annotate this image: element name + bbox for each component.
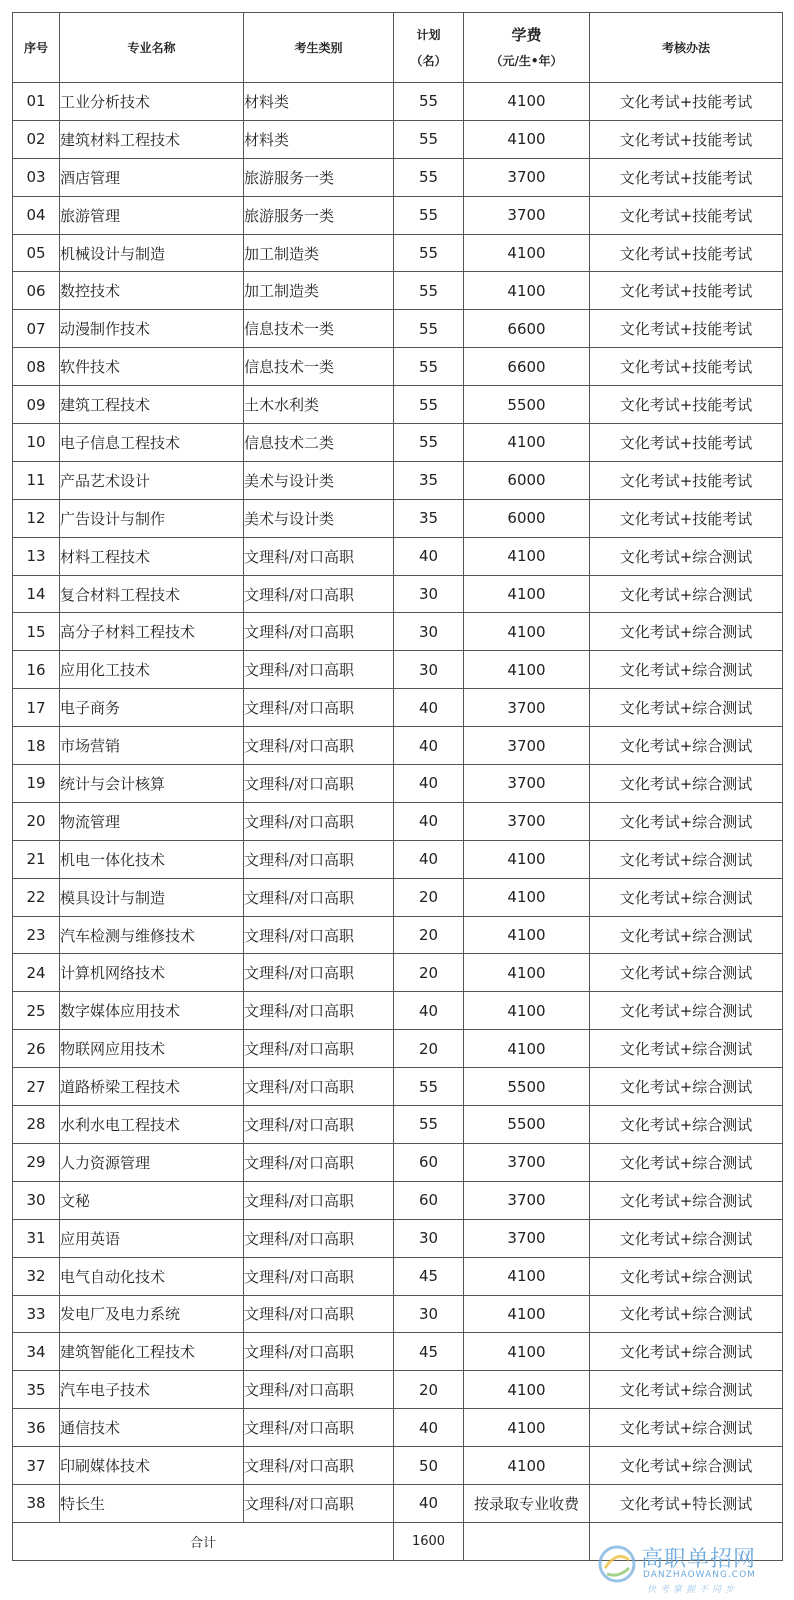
cell-fee: 4100	[464, 234, 590, 272]
table-row	[13, 1333, 783, 1371]
cell-fee: 4100	[464, 575, 590, 613]
cell-major: 复合材料工程技术	[60, 575, 244, 613]
cell-plan: 55	[394, 1106, 464, 1144]
watermark-domain: DANZHAOWANG.COM	[643, 1570, 756, 1580]
cell-category: 文理科/对口高职	[244, 1295, 394, 1333]
cell-major: 软件技术	[60, 348, 244, 386]
cell-method: 文化考试+综合测试	[590, 992, 783, 1030]
cell-major: 建筑智能化工程技术	[60, 1333, 244, 1371]
cell-category: 美术与设计类	[244, 461, 394, 499]
cell-plan: 20	[394, 878, 464, 916]
cell-plan: 30	[394, 613, 464, 651]
cell-seq: 09	[13, 386, 60, 424]
cell-plan: 30	[394, 1295, 464, 1333]
cell-category: 加工制造类	[244, 272, 394, 310]
cell-category: 文理科/对口高职	[244, 727, 394, 765]
cell-method: 文化考试+综合测试	[590, 1143, 783, 1181]
cell-seq: 19	[13, 765, 60, 803]
cell-seq: 23	[13, 916, 60, 954]
cell-method: 文化考试+综合测试	[590, 916, 783, 954]
cell-method: 文化考试+技能考试	[590, 196, 783, 234]
table-row	[13, 1143, 783, 1181]
cell-fee: 3700	[464, 727, 590, 765]
cell-category: 文理科/对口高职	[244, 1143, 394, 1181]
table-row	[13, 689, 783, 727]
table-row	[13, 727, 783, 765]
cell-fee: 4100	[464, 120, 590, 158]
cell-plan: 40	[394, 689, 464, 727]
cell-fee: 4100	[464, 83, 590, 121]
cell-category: 文理科/对口高职	[244, 1371, 394, 1409]
cell-fee: 3700	[464, 158, 590, 196]
cell-method: 文化考试+综合测试	[590, 1333, 783, 1371]
cell-plan: 20	[394, 1371, 464, 1409]
table-row	[13, 1106, 783, 1144]
cell-fee: 4100	[464, 272, 590, 310]
cell-fee: 4100	[464, 878, 590, 916]
header-major: 专业名称	[60, 13, 244, 83]
cell-seq: 26	[13, 1030, 60, 1068]
cell-category: 文理科/对口高职	[244, 916, 394, 954]
cell-plan: 30	[394, 1219, 464, 1257]
cell-category: 文理科/对口高职	[244, 613, 394, 651]
cell-seq: 36	[13, 1409, 60, 1447]
table-row	[13, 120, 783, 158]
cell-plan: 60	[394, 1181, 464, 1219]
cell-category: 文理科/对口高职	[244, 537, 394, 575]
cell-method: 文化考试+综合测试	[590, 613, 783, 651]
cell-method: 文化考试+综合测试	[590, 1068, 783, 1106]
table-row	[13, 802, 783, 840]
cell-category: 文理科/对口高职	[244, 765, 394, 803]
header-method: 考核办法	[590, 13, 783, 83]
cell-fee: 3700	[464, 689, 590, 727]
table-row	[13, 613, 783, 651]
cell-major: 人力资源管理	[60, 1143, 244, 1181]
cell-plan: 55	[394, 386, 464, 424]
cell-fee: 4100	[464, 1371, 590, 1409]
cell-major: 动漫制作技术	[60, 310, 244, 348]
cell-major: 电子商务	[60, 689, 244, 727]
cell-fee: 4100	[464, 1409, 590, 1447]
cell-seq: 24	[13, 954, 60, 992]
cell-plan: 45	[394, 1333, 464, 1371]
table-row	[13, 1068, 783, 1106]
table-row	[13, 916, 783, 954]
cell-fee: 6600	[464, 310, 590, 348]
cell-seq: 35	[13, 1371, 60, 1409]
cell-seq: 15	[13, 613, 60, 651]
total-empty-fee	[464, 1522, 590, 1560]
header-plan-line1: 计划	[416, 27, 441, 42]
cell-method: 文化考试+综合测试	[590, 1106, 783, 1144]
cell-fee: 4100	[464, 1333, 590, 1371]
table-row	[13, 1181, 783, 1219]
cell-fee: 按录取专业收费	[464, 1484, 590, 1522]
table-row	[13, 1030, 783, 1068]
cell-seq: 30	[13, 1181, 60, 1219]
cell-major: 汽车电子技术	[60, 1371, 244, 1409]
cell-seq: 12	[13, 499, 60, 537]
cell-seq: 31	[13, 1219, 60, 1257]
cell-seq: 20	[13, 802, 60, 840]
cell-plan: 55	[394, 234, 464, 272]
cell-method: 文化考试+技能考试	[590, 499, 783, 537]
cell-method: 文化考试+技能考试	[590, 386, 783, 424]
cell-method: 文化考试+综合测试	[590, 765, 783, 803]
site-watermark	[597, 1540, 787, 1596]
cell-seq: 01	[13, 83, 60, 121]
cell-method: 文化考试+综合测试	[590, 689, 783, 727]
cell-plan: 40	[394, 992, 464, 1030]
table-row	[13, 1295, 783, 1333]
cell-fee: 4100	[464, 1257, 590, 1295]
cell-seq: 21	[13, 840, 60, 878]
cell-fee: 5500	[464, 386, 590, 424]
cell-category: 文理科/对口高职	[244, 1068, 394, 1106]
cell-method: 文化考试+综合测试	[590, 840, 783, 878]
table-row	[13, 196, 783, 234]
cell-major: 市场营销	[60, 727, 244, 765]
cell-seq: 06	[13, 272, 60, 310]
cell-plan: 55	[394, 83, 464, 121]
cell-plan: 40	[394, 840, 464, 878]
cell-category: 文理科/对口高职	[244, 878, 394, 916]
header-fee-line1: 学费	[511, 25, 542, 44]
cell-plan: 40	[394, 1409, 464, 1447]
cell-category: 信息技术一类	[244, 348, 394, 386]
cell-plan: 60	[394, 1143, 464, 1181]
cell-seq: 22	[13, 878, 60, 916]
table-row	[13, 499, 783, 537]
cell-category: 文理科/对口高职	[244, 689, 394, 727]
cell-method: 文化考试+技能考试	[590, 310, 783, 348]
cell-major: 印刷媒体技术	[60, 1447, 244, 1485]
table-row	[13, 537, 783, 575]
cell-seq: 37	[13, 1447, 60, 1485]
cell-major: 发电厂及电力系统	[60, 1295, 244, 1333]
cell-seq: 13	[13, 537, 60, 575]
cell-seq: 16	[13, 651, 60, 689]
cell-major: 物联网应用技术	[60, 1030, 244, 1068]
cell-method: 文化考试+综合测试	[590, 651, 783, 689]
cell-major: 特长生	[60, 1484, 244, 1522]
cell-category: 旅游服务一类	[244, 158, 394, 196]
cell-fee: 4100	[464, 840, 590, 878]
cell-method: 文化考试+综合测试	[590, 1295, 783, 1333]
cell-seq: 28	[13, 1106, 60, 1144]
cell-major: 模具设计与制造	[60, 878, 244, 916]
header-plan-line2: （名）	[410, 53, 447, 68]
cell-seq: 33	[13, 1295, 60, 1333]
cell-fee: 6600	[464, 348, 590, 386]
table-row	[13, 651, 783, 689]
cell-major: 汽车检测与维修技术	[60, 916, 244, 954]
cell-fee: 5500	[464, 1106, 590, 1144]
cell-method: 文化考试+综合测试	[590, 575, 783, 613]
cell-plan: 55	[394, 424, 464, 462]
cell-method: 文化考试+综合测试	[590, 802, 783, 840]
cell-method: 文化考试+综合测试	[590, 878, 783, 916]
cell-major: 计算机网络技术	[60, 954, 244, 992]
cell-category: 文理科/对口高职	[244, 840, 394, 878]
cell-seq: 34	[13, 1333, 60, 1371]
watermark-title: 高职单招网	[641, 1547, 757, 1572]
cell-fee: 4100	[464, 613, 590, 651]
cell-fee: 3700	[464, 802, 590, 840]
cell-major: 机械设计与制造	[60, 234, 244, 272]
cell-method: 文化考试+技能考试	[590, 158, 783, 196]
enrollment-plan-table	[12, 12, 783, 1561]
cell-major: 统计与会计核算	[60, 765, 244, 803]
table-row	[13, 234, 783, 272]
cell-category: 文理科/对口高职	[244, 1333, 394, 1371]
site-logo-icon	[597, 1544, 637, 1584]
cell-major: 电气自动化技术	[60, 1257, 244, 1295]
table-row	[13, 878, 783, 916]
header-category: 考生类别	[244, 13, 394, 83]
cell-seq: 11	[13, 461, 60, 499]
cell-major: 工业分析技术	[60, 83, 244, 121]
cell-fee: 3700	[464, 196, 590, 234]
cell-major: 文秘	[60, 1181, 244, 1219]
cell-plan: 55	[394, 348, 464, 386]
cell-major: 机电一体化技术	[60, 840, 244, 878]
cell-category: 美术与设计类	[244, 499, 394, 537]
cell-seq: 38	[13, 1484, 60, 1522]
cell-plan: 35	[394, 461, 464, 499]
cell-fee: 4100	[464, 954, 590, 992]
cell-category: 加工制造类	[244, 234, 394, 272]
cell-fee: 4100	[464, 537, 590, 575]
cell-major: 物流管理	[60, 802, 244, 840]
table-row	[13, 348, 783, 386]
cell-category: 文理科/对口高职	[244, 651, 394, 689]
cell-major: 应用化工技术	[60, 651, 244, 689]
cell-method: 文化考试+技能考试	[590, 83, 783, 121]
cell-major: 广告设计与制作	[60, 499, 244, 537]
cell-method: 文化考试+特长测试	[590, 1484, 783, 1522]
cell-fee: 6000	[464, 461, 590, 499]
cell-plan: 30	[394, 651, 464, 689]
cell-category: 文理科/对口高职	[244, 954, 394, 992]
cell-plan: 55	[394, 310, 464, 348]
cell-seq: 32	[13, 1257, 60, 1295]
cell-seq: 05	[13, 234, 60, 272]
header-fee	[464, 13, 590, 83]
cell-seq: 17	[13, 689, 60, 727]
cell-fee: 4100	[464, 1295, 590, 1333]
table-row	[13, 461, 783, 499]
cell-method: 文化考试+综合测试	[590, 1219, 783, 1257]
cell-seq: 07	[13, 310, 60, 348]
cell-plan: 40	[394, 537, 464, 575]
cell-major: 旅游管理	[60, 196, 244, 234]
header-fee-line2: （元/生•年）	[490, 53, 563, 68]
cell-category: 文理科/对口高职	[244, 1484, 394, 1522]
cell-plan: 40	[394, 727, 464, 765]
cell-category: 文理科/对口高职	[244, 802, 394, 840]
cell-fee: 3700	[464, 1143, 590, 1181]
watermark-slogan: 快考掌握不同步	[647, 1585, 739, 1595]
cell-fee: 4100	[464, 1447, 590, 1485]
cell-seq: 14	[13, 575, 60, 613]
cell-major: 应用英语	[60, 1219, 244, 1257]
cell-seq: 25	[13, 992, 60, 1030]
cell-plan: 40	[394, 1484, 464, 1522]
table-row	[13, 992, 783, 1030]
cell-seq: 02	[13, 120, 60, 158]
table-row	[13, 840, 783, 878]
table-row	[13, 386, 783, 424]
cell-category: 土木水利类	[244, 386, 394, 424]
cell-major: 建筑材料工程技术	[60, 120, 244, 158]
cell-method: 文化考试+技能考试	[590, 272, 783, 310]
cell-major: 建筑工程技术	[60, 386, 244, 424]
cell-method: 文化考试+综合测试	[590, 727, 783, 765]
header-seq: 序号	[13, 13, 60, 83]
cell-major: 道路桥梁工程技术	[60, 1068, 244, 1106]
cell-major: 酒店管理	[60, 158, 244, 196]
cell-fee: 3700	[464, 1219, 590, 1257]
cell-fee: 4100	[464, 651, 590, 689]
cell-method: 文化考试+综合测试	[590, 1409, 783, 1447]
cell-category: 材料类	[244, 83, 394, 121]
table-body	[13, 83, 783, 1523]
cell-major: 产品艺术设计	[60, 461, 244, 499]
cell-fee: 3700	[464, 1181, 590, 1219]
cell-seq: 10	[13, 424, 60, 462]
cell-seq: 03	[13, 158, 60, 196]
cell-category: 信息技术二类	[244, 424, 394, 462]
table-row	[13, 310, 783, 348]
cell-fee: 4100	[464, 1030, 590, 1068]
cell-method: 文化考试+综合测试	[590, 1447, 783, 1485]
cell-method: 文化考试+综合测试	[590, 1181, 783, 1219]
cell-category: 文理科/对口高职	[244, 1106, 394, 1144]
table-row	[13, 1371, 783, 1409]
cell-plan: 35	[394, 499, 464, 537]
cell-plan: 55	[394, 158, 464, 196]
cell-fee: 4100	[464, 916, 590, 954]
table-row	[13, 1447, 783, 1485]
cell-major: 数控技术	[60, 272, 244, 310]
cell-category: 文理科/对口高职	[244, 1181, 394, 1219]
table-row	[13, 1257, 783, 1295]
cell-major: 电子信息工程技术	[60, 424, 244, 462]
cell-plan: 55	[394, 272, 464, 310]
cell-method: 文化考试+技能考试	[590, 234, 783, 272]
cell-plan: 50	[394, 1447, 464, 1485]
total-label: 合计	[13, 1522, 394, 1560]
table-row	[13, 575, 783, 613]
table-header-row	[13, 13, 783, 83]
cell-plan: 30	[394, 575, 464, 613]
table-row	[13, 272, 783, 310]
cell-plan: 45	[394, 1257, 464, 1295]
cell-plan: 40	[394, 765, 464, 803]
cell-major: 通信技术	[60, 1409, 244, 1447]
cell-seq: 08	[13, 348, 60, 386]
cell-method: 文化考试+技能考试	[590, 461, 783, 499]
cell-category: 文理科/对口高职	[244, 1447, 394, 1485]
cell-method: 文化考试+综合测试	[590, 537, 783, 575]
table-row	[13, 83, 783, 121]
cell-major: 水利水电工程技术	[60, 1106, 244, 1144]
cell-plan: 55	[394, 1068, 464, 1106]
table-row	[13, 954, 783, 992]
cell-fee: 4100	[464, 992, 590, 1030]
table-row	[13, 1219, 783, 1257]
cell-category: 文理科/对口高职	[244, 1030, 394, 1068]
cell-major: 数字媒体应用技术	[60, 992, 244, 1030]
cell-method: 文化考试+技能考试	[590, 120, 783, 158]
cell-plan: 20	[394, 1030, 464, 1068]
cell-fee: 6000	[464, 499, 590, 537]
table-row	[13, 1409, 783, 1447]
cell-plan: 20	[394, 954, 464, 992]
table-row	[13, 158, 783, 196]
cell-category: 材料类	[244, 120, 394, 158]
cell-fee: 3700	[464, 765, 590, 803]
cell-seq: 18	[13, 727, 60, 765]
cell-fee: 5500	[464, 1068, 590, 1106]
cell-major: 材料工程技术	[60, 537, 244, 575]
cell-plan: 55	[394, 120, 464, 158]
cell-category: 文理科/对口高职	[244, 575, 394, 613]
cell-category: 信息技术一类	[244, 310, 394, 348]
table-row	[13, 424, 783, 462]
cell-category: 文理科/对口高职	[244, 992, 394, 1030]
cell-method: 文化考试+综合测试	[590, 954, 783, 992]
cell-plan: 40	[394, 802, 464, 840]
cell-fee: 4100	[464, 424, 590, 462]
cell-major: 高分子材料工程技术	[60, 613, 244, 651]
header-plan	[394, 13, 464, 83]
cell-seq: 04	[13, 196, 60, 234]
table-row	[13, 765, 783, 803]
cell-method: 文化考试+综合测试	[590, 1030, 783, 1068]
cell-category: 旅游服务一类	[244, 196, 394, 234]
cell-category: 文理科/对口高职	[244, 1409, 394, 1447]
cell-method: 文化考试+综合测试	[590, 1257, 783, 1295]
cell-seq: 27	[13, 1068, 60, 1106]
cell-category: 文理科/对口高职	[244, 1219, 394, 1257]
cell-method: 文化考试+技能考试	[590, 424, 783, 462]
cell-seq: 29	[13, 1143, 60, 1181]
cell-category: 文理科/对口高职	[244, 1257, 394, 1295]
cell-method: 文化考试+技能考试	[590, 348, 783, 386]
cell-method: 文化考试+综合测试	[590, 1371, 783, 1409]
table-row	[13, 1484, 783, 1522]
cell-plan: 55	[394, 196, 464, 234]
cell-plan: 20	[394, 916, 464, 954]
total-plan: 1600	[394, 1522, 464, 1560]
